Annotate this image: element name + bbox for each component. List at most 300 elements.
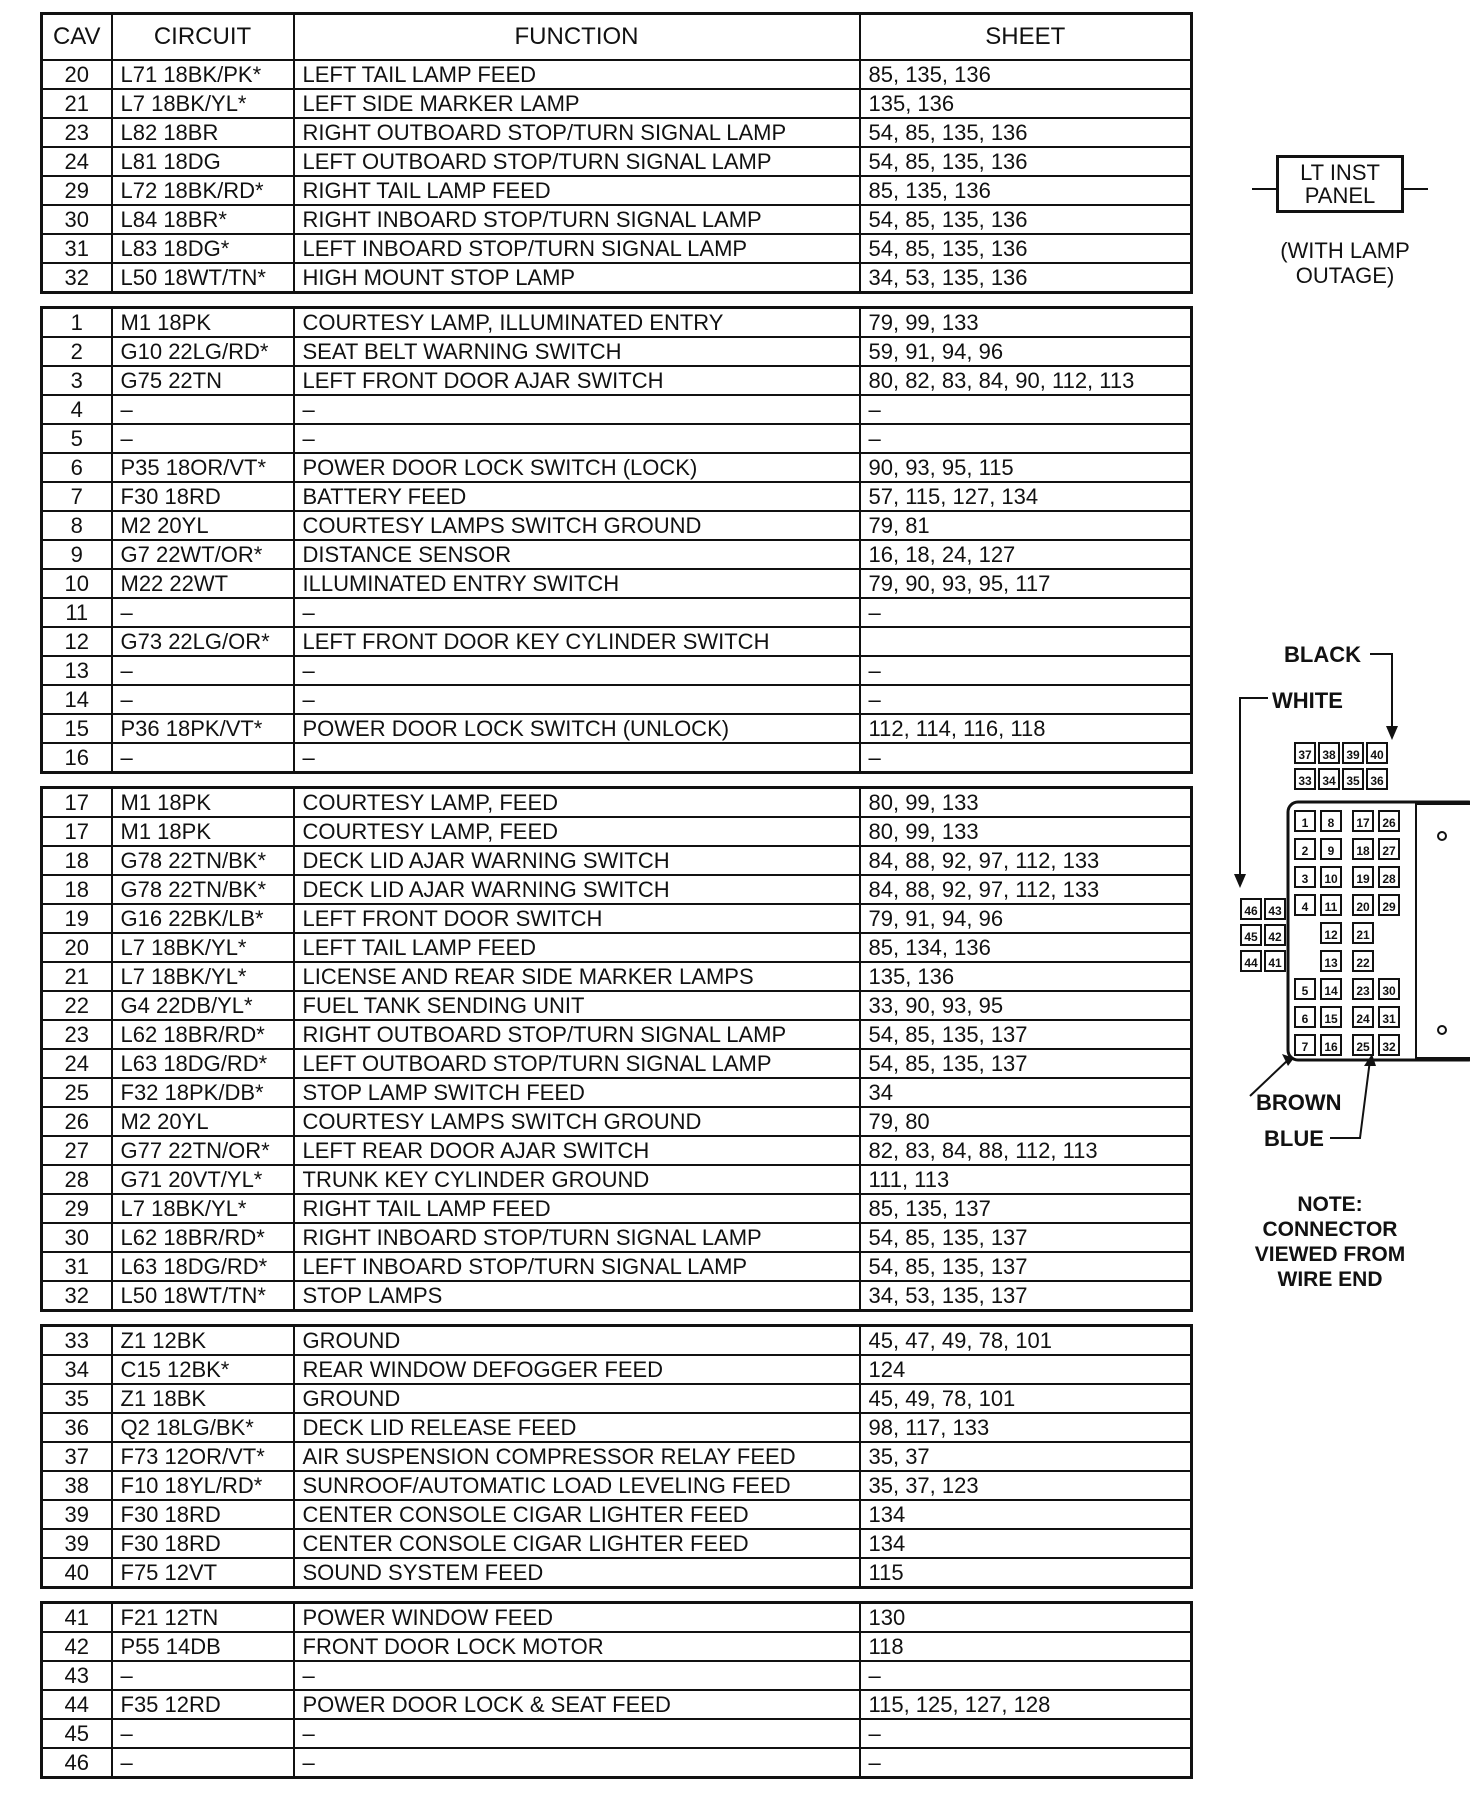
connector-cavity: 1 [1294,810,1316,832]
connector-cavity: 26 [1378,810,1400,832]
cav-cell: 33 [42,1326,112,1356]
connector-cavity: 34 [1318,768,1340,790]
cav-cell: 18 [42,875,112,904]
function-cell: STOP LAMPS [294,1281,860,1311]
circuit-cell: L72 18BK/RD* [112,176,294,205]
connector-cavity: 42 [1264,924,1286,946]
cav-cell: 20 [42,933,112,962]
sheet-cell: 35, 37 [860,1442,1192,1471]
cav-cell: 17 [42,788,112,818]
sheet-cell: 79, 99, 133 [860,308,1192,338]
circuit-cell: L63 18DG/RD* [112,1252,294,1281]
connector-cavity: 15 [1320,1006,1342,1028]
circuit-cell: G10 22LG/RD* [112,337,294,366]
function-cell: COURTESY LAMP, FEED [294,788,860,818]
connector-cavity: 13 [1320,950,1342,972]
function-cell: – [294,1748,860,1778]
table-row [42,962,1192,991]
connector-cavity [1378,950,1400,972]
sheet-cell: 34, 53, 135, 136 [860,263,1192,293]
circuit-cell: – [112,656,294,685]
function-cell: LEFT FRONT DOOR AJAR SWITCH [294,366,860,395]
circuit-cell: L50 18WT/TN* [112,263,294,293]
cav-cell: 23 [42,118,112,147]
header-function: FUNCTION [294,14,860,61]
table-row [42,656,1192,685]
cav-cell: 30 [42,1223,112,1252]
connector-cavity: 46 [1240,898,1262,920]
connector-cavity: 25 [1352,1034,1374,1056]
connector-cavity [1294,922,1316,944]
cav-cell: 39 [42,1529,112,1558]
sheet-cell: 82, 83, 84, 88, 112, 113 [860,1136,1192,1165]
table-row [42,685,1192,714]
circuit-cell: G4 22DB/YL* [112,991,294,1020]
function-cell: TRUNK KEY CYLINDER GROUND [294,1165,860,1194]
function-cell: – [294,1719,860,1748]
circuit-cell: M1 18PK [112,308,294,338]
sheet-cell: 118 [860,1632,1192,1661]
circuit-cell: L7 18BK/YL* [112,89,294,118]
function-cell: LEFT TAIL LAMP FEED [294,60,860,89]
circuit-cell: L7 18BK/YL* [112,933,294,962]
table-row [42,308,1192,338]
cav-cell: 11 [42,598,112,627]
sheet-cell: 54, 85, 135, 137 [860,1252,1192,1281]
cav-cell: 43 [42,1661,112,1690]
table-row [42,1078,1192,1107]
function-cell: GROUND [294,1326,860,1356]
table-row [42,788,1192,818]
circuit-cell: L62 18BR/RD* [112,1020,294,1049]
connector-cavity: 33 [1294,768,1316,790]
table-row [42,1384,1192,1413]
sheet-cell: 85, 135, 136 [860,176,1192,205]
lt-inst-panel-label: LT INST PANEL [1276,155,1404,213]
pinout-group-4 [40,1324,1193,1589]
cav-cell: 29 [42,1194,112,1223]
circuit-cell: G78 22TN/BK* [112,846,294,875]
sheet-cell: 45, 49, 78, 101 [860,1384,1192,1413]
cav-cell: 18 [42,846,112,875]
circuit-cell: L7 18BK/YL* [112,1194,294,1223]
connector-pinout-table [40,12,1190,1791]
sheet-cell: – [860,656,1192,685]
sheet-cell: 79, 91, 94, 96 [860,904,1192,933]
function-cell: LEFT REAR DOOR AJAR SWITCH [294,1136,860,1165]
function-cell: RIGHT OUTBOARD STOP/TURN SIGNAL LAMP [294,1020,860,1049]
table-row [42,1107,1192,1136]
connector-cavity: 2 [1294,838,1316,860]
cav-cell: 5 [42,424,112,453]
connector-cavity: 20 [1352,894,1374,916]
circuit-cell: P36 18PK/VT* [112,714,294,743]
connector-cavity: 14 [1320,978,1342,1000]
function-cell: ILLUMINATED ENTRY SWITCH [294,569,860,598]
cav-cell: 14 [42,685,112,714]
white-label: WHITE [1272,688,1343,713]
sheet-cell: 57, 115, 127, 134 [860,482,1192,511]
circuit-cell: F30 18RD [112,1529,294,1558]
table-row [42,1355,1192,1384]
cav-cell: 46 [42,1748,112,1778]
function-cell: STOP LAMP SWITCH FEED [294,1078,860,1107]
table-row [42,453,1192,482]
sheet-cell: – [860,598,1192,627]
sheet-cell: 85, 135, 137 [860,1194,1192,1223]
function-cell: POWER DOOR LOCK SWITCH (LOCK) [294,453,860,482]
circuit-cell: G16 22BK/LB* [112,904,294,933]
table-row [42,1442,1192,1471]
connector-cavity: 22 [1352,950,1374,972]
pinout-group-5 [40,1601,1193,1779]
table-row [42,1471,1192,1500]
function-cell: LEFT OUTBOARD STOP/TURN SIGNAL LAMP [294,147,860,176]
function-cell: RIGHT INBOARD STOP/TURN SIGNAL LAMP [294,205,860,234]
cav-cell: 22 [42,991,112,1020]
cav-cell: 10 [42,569,112,598]
connector-cavity: 36 [1366,768,1388,790]
function-cell: FRONT DOOR LOCK MOTOR [294,1632,860,1661]
table-row [42,1194,1192,1223]
header-circuit: CIRCUIT [112,14,294,61]
circuit-cell: – [112,1661,294,1690]
function-cell: COURTESY LAMP, FEED [294,817,860,846]
function-cell: – [294,743,860,773]
cav-cell: 38 [42,1471,112,1500]
sheet-cell: 85, 134, 136 [860,933,1192,962]
sheet-cell: 54, 85, 135, 136 [860,205,1192,234]
cav-cell: 31 [42,234,112,263]
cav-cell: 21 [42,89,112,118]
circuit-cell: M2 20YL [112,1107,294,1136]
sheet-cell: 135, 136 [860,89,1192,118]
sheet-cell [860,627,1192,656]
sheet-cell: 59, 91, 94, 96 [860,337,1192,366]
connector-cavity: 10 [1320,866,1342,888]
connector-cavity: 35 [1342,768,1364,790]
cav-cell: 4 [42,395,112,424]
cav-cell: 17 [42,817,112,846]
table-row [42,1632,1192,1661]
table-row [42,176,1192,205]
table-row [42,89,1192,118]
table-row [42,1252,1192,1281]
sheet-cell: 16, 18, 24, 127 [860,540,1192,569]
circuit-cell: M1 18PK [112,817,294,846]
function-cell: DISTANCE SENSOR [294,540,860,569]
function-cell: COURTESY LAMPS SWITCH GROUND [294,1107,860,1136]
circuit-cell: F30 18RD [112,482,294,511]
circuit-cell: – [112,395,294,424]
sheet-cell: 130 [860,1603,1192,1633]
cav-cell: 28 [42,1165,112,1194]
function-cell: COURTESY LAMP, ILLUMINATED ENTRY [294,308,860,338]
cav-cell: 2 [42,337,112,366]
sheet-cell: 84, 88, 92, 97, 112, 133 [860,875,1192,904]
circuit-cell: – [112,1748,294,1778]
sheet-cell: 54, 85, 135, 136 [860,118,1192,147]
circuit-cell: L82 18BR [112,118,294,147]
table-row [42,1529,1192,1558]
function-cell: RIGHT TAIL LAMP FEED [294,1194,860,1223]
connector-cavity: 45 [1240,924,1262,946]
circuit-cell: F75 12VT [112,1558,294,1588]
sheet-cell: – [860,424,1192,453]
connector-cavity: 28 [1378,866,1400,888]
sheet-cell: 85, 135, 136 [860,60,1192,89]
function-cell: LEFT SIDE MARKER LAMP [294,89,860,118]
cav-cell: 34 [42,1355,112,1384]
table-row [42,1049,1192,1078]
circuit-cell: F10 18YL/RD* [112,1471,294,1500]
table-row [42,424,1192,453]
table-row [42,846,1192,875]
table-row [42,875,1192,904]
cav-cell: 23 [42,1020,112,1049]
cav-cell: 21 [42,962,112,991]
sheet-cell: 54, 85, 135, 136 [860,147,1192,176]
table-row [42,1603,1192,1633]
sheet-cell: 79, 90, 93, 95, 117 [860,569,1192,598]
brown-label: BROWN [1256,1090,1342,1115]
table-row [42,714,1192,743]
sheet-cell: 79, 81 [860,511,1192,540]
function-cell: – [294,395,860,424]
circuit-cell: – [112,598,294,627]
function-cell: – [294,1661,860,1690]
cav-cell: 6 [42,453,112,482]
function-cell: DECK LID AJAR WARNING SWITCH [294,846,860,875]
header-sheet: SHEET [860,14,1192,61]
connector-cavity: 21 [1352,922,1374,944]
circuit-cell: M2 20YL [112,511,294,540]
table-row [42,569,1192,598]
table-row [42,904,1192,933]
table-row [42,118,1192,147]
table-row [42,1690,1192,1719]
black-label: BLACK [1284,642,1361,667]
circuit-cell: L63 18DG/RD* [112,1049,294,1078]
table-row [42,234,1192,263]
sheet-cell: 34 [860,1078,1192,1107]
function-cell: COURTESY LAMPS SWITCH GROUND [294,511,860,540]
table-row [42,991,1192,1020]
connector-cavity [1378,922,1400,944]
table-row [42,1223,1192,1252]
connector-cavity: 11 [1320,894,1342,916]
sheet-cell: 79, 80 [860,1107,1192,1136]
with-lamp-outage-label: (WITH LAMP OUTAGE) [1280,238,1410,288]
sheet-cell: 134 [860,1529,1192,1558]
table-row [42,60,1192,89]
connector-cavity: 27 [1378,838,1400,860]
connector-cavity: 31 [1378,1006,1400,1028]
table-row [42,627,1192,656]
sheet-cell: 124 [860,1355,1192,1384]
sheet-cell: 54, 85, 135, 137 [860,1020,1192,1049]
table-row [42,1165,1192,1194]
table-row [42,205,1192,234]
cav-cell: 3 [42,366,112,395]
circuit-cell: Z1 18BK [112,1384,294,1413]
circuit-cell: G7 22WT/OR* [112,540,294,569]
table-row [42,511,1192,540]
sheet-cell: 54, 85, 135, 137 [860,1049,1192,1078]
sheet-cell: – [860,395,1192,424]
circuit-cell: L7 18BK/YL* [112,962,294,991]
function-cell: LEFT INBOARD STOP/TURN SIGNAL LAMP [294,234,860,263]
table-row [42,1413,1192,1442]
circuit-cell: Z1 12BK [112,1326,294,1356]
circuit-cell: P35 18OR/VT* [112,453,294,482]
cav-cell: 8 [42,511,112,540]
blue-label: BLUE [1264,1126,1324,1151]
sheet-cell: 33, 90, 93, 95 [860,991,1192,1020]
table-row [42,147,1192,176]
connector-cavity: 7 [1294,1034,1316,1056]
function-cell: LEFT FRONT DOOR KEY CYLINDER SWITCH [294,627,860,656]
sheet-cell: – [860,1661,1192,1690]
table-row [42,743,1192,773]
function-cell: RIGHT INBOARD STOP/TURN SIGNAL LAMP [294,1223,860,1252]
circuit-cell: G73 22LG/OR* [112,627,294,656]
connector-cavity: 39 [1342,742,1364,764]
cav-cell: 31 [42,1252,112,1281]
sheet-cell: – [860,685,1192,714]
cav-cell: 15 [42,714,112,743]
sheet-cell: 80, 99, 133 [860,788,1192,818]
sheet-cell: 54, 85, 135, 136 [860,234,1192,263]
circuit-cell: P55 14DB [112,1632,294,1661]
circuit-cell: F30 18RD [112,1500,294,1529]
circuit-cell: F21 12TN [112,1603,294,1633]
table-row [42,482,1192,511]
circuit-cell: – [112,743,294,773]
sheet-cell: 54, 85, 135, 137 [860,1223,1192,1252]
cav-cell: 9 [42,540,112,569]
function-cell: – [294,685,860,714]
table-row [42,1136,1192,1165]
cav-cell: 30 [42,205,112,234]
function-cell: LEFT FRONT DOOR SWITCH [294,904,860,933]
pinout-group-3 [40,786,1193,1312]
sheet-cell: 34, 53, 135, 137 [860,1281,1192,1311]
cav-cell: 25 [42,1078,112,1107]
sheet-cell: 135, 136 [860,962,1192,991]
sheet-cell: 115 [860,1558,1192,1588]
function-cell: LICENSE AND REAR SIDE MARKER LAMPS [294,962,860,991]
sheet-cell: 35, 37, 123 [860,1471,1192,1500]
circuit-cell: C15 12BK* [112,1355,294,1384]
connector-cavity: 9 [1320,838,1342,860]
function-cell: POWER DOOR LOCK SWITCH (UNLOCK) [294,714,860,743]
circuit-cell: G78 22TN/BK* [112,875,294,904]
sheet-cell: 98, 117, 133 [860,1413,1192,1442]
cav-cell: 37 [42,1442,112,1471]
connector-cavity: 37 [1294,742,1316,764]
table-row [42,366,1192,395]
cav-cell: 39 [42,1500,112,1529]
connector-cavity: 41 [1264,950,1286,972]
circuit-cell: L81 18DG [112,147,294,176]
table-row [42,337,1192,366]
cav-cell: 24 [42,147,112,176]
cav-cell: 1 [42,308,112,338]
cav-cell: 24 [42,1049,112,1078]
cav-cell: 13 [42,656,112,685]
sheet-cell: – [860,743,1192,773]
circuit-cell: L50 18WT/TN* [112,1281,294,1311]
connector-cavity [1294,950,1316,972]
circuit-cell: Q2 18LG/BK* [112,1413,294,1442]
circuit-cell: G75 22TN [112,366,294,395]
sheet-cell: 80, 99, 133 [860,817,1192,846]
function-cell: SOUND SYSTEM FEED [294,1558,860,1588]
circuit-cell: F32 18PK/DB* [112,1078,294,1107]
connector-cavity: 40 [1366,742,1388,764]
cav-cell: 45 [42,1719,112,1748]
table-row [42,1558,1192,1588]
cav-cell: 19 [42,904,112,933]
cav-cell: 40 [42,1558,112,1588]
circuit-cell: L71 18BK/PK* [112,60,294,89]
connector-cavity: 4 [1294,894,1316,916]
function-cell: SEAT BELT WARNING SWITCH [294,337,860,366]
function-cell: RIGHT TAIL LAMP FEED [294,176,860,205]
side-panel [1230,0,1470,1796]
cav-cell: 41 [42,1603,112,1633]
connector-cavity: 30 [1378,978,1400,1000]
function-cell: GROUND [294,1384,860,1413]
cav-cell: 26 [42,1107,112,1136]
function-cell: POWER DOOR LOCK & SEAT FEED [294,1690,860,1719]
header-cav: CAV [42,14,112,61]
table-row [42,1661,1192,1690]
function-cell: HIGH MOUNT STOP LAMP [294,263,860,293]
table-row [42,1500,1192,1529]
connector-cavity: 23 [1352,978,1374,1000]
function-cell: DECK LID AJAR WARNING SWITCH [294,875,860,904]
connector-cavity: 18 [1352,838,1374,860]
function-cell: REAR WINDOW DEFOGGER FEED [294,1355,860,1384]
table-row [42,817,1192,846]
connector-cavity: 8 [1320,810,1342,832]
function-cell: DECK LID RELEASE FEED [294,1413,860,1442]
cav-cell: 32 [42,263,112,293]
function-cell: AIR SUSPENSION COMPRESSOR RELAY FEED [294,1442,860,1471]
function-cell: FUEL TANK SENDING UNIT [294,991,860,1020]
circuit-cell: – [112,1719,294,1748]
sheet-cell: – [860,1719,1192,1748]
circuit-cell: M22 22WT [112,569,294,598]
function-cell: – [294,598,860,627]
sheet-cell: 84, 88, 92, 97, 112, 133 [860,846,1192,875]
cav-cell: 20 [42,60,112,89]
function-cell: BATTERY FEED [294,482,860,511]
connector-cavity: 19 [1352,866,1374,888]
connector-cavity: 6 [1294,1006,1316,1028]
connector-cavity: 32 [1378,1034,1400,1056]
circuit-cell: G71 20VT/YL* [112,1165,294,1194]
circuit-cell: L84 18BR* [112,205,294,234]
function-cell: RIGHT OUTBOARD STOP/TURN SIGNAL LAMP [294,118,860,147]
table-row [42,1326,1192,1356]
function-cell: CENTER CONSOLE CIGAR LIGHTER FEED [294,1500,860,1529]
sheet-cell: 112, 114, 116, 118 [860,714,1192,743]
cav-cell: 32 [42,1281,112,1311]
connector-cavity: 38 [1318,742,1340,764]
